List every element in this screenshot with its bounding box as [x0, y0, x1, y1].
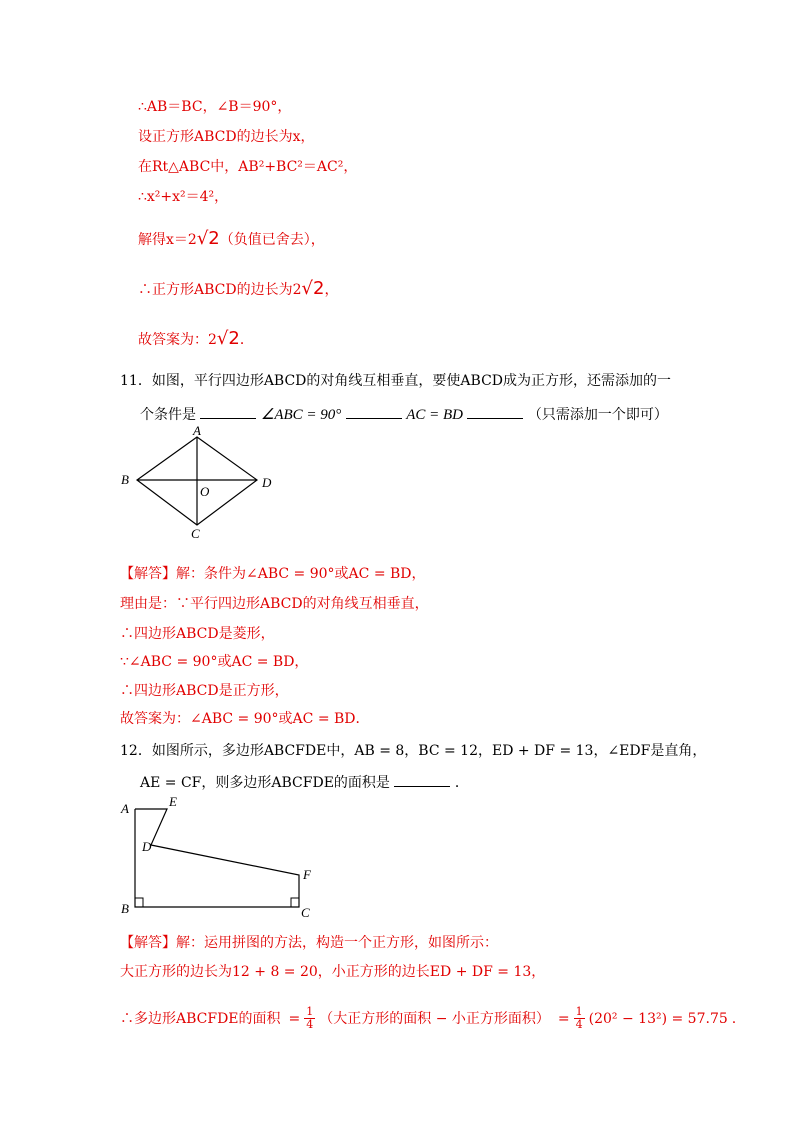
solution-tag: 【解答】 — [120, 935, 176, 951]
q11-solution-line-3: ∴四边形ABCD是菱形， — [120, 626, 275, 642]
q12-solution-line-2: 大正方形的边长为12 + 8 = 20，小正方形的边长ED + DF = 13， — [120, 964, 546, 980]
sqrt-symbol: √2 — [216, 328, 240, 349]
right-angle-b — [135, 898, 143, 907]
label-d: D — [142, 839, 152, 854]
right-angle-c — [291, 898, 299, 907]
label-c: C — [191, 526, 200, 541]
solution-line-2: 设正方形ABCD的边长为x， — [138, 129, 315, 145]
fraction-one-quarter-2: $\frac{1}{4}$ — [575, 1005, 583, 1031]
label-e: E — [169, 795, 177, 809]
q12-blank — [394, 772, 450, 787]
solution-line-5: 解得x＝2√2（负值已舍去）， — [138, 228, 325, 249]
q11-solution-line-2: 理由是：∵平行四边形ABCD的对角线互相垂直， — [120, 596, 429, 612]
sqrt-symbol: √2 — [301, 278, 325, 299]
q12-polygon-figure — [115, 795, 325, 920]
label-b: B — [121, 901, 129, 916]
solution-line-4: ∴x²+x²＝4²， — [138, 189, 229, 205]
label-a: A — [121, 801, 129, 816]
q11-blank-2 — [346, 404, 402, 419]
label-c: C — [301, 905, 310, 920]
q12-stem-line-1: 12．如图所示，多边形ABCFDE中，AB = 8，BC = 12，ED + DF = 13，∠EDF是直角， — [120, 743, 707, 759]
fraction-expression-1: = $\frac{1}{4}$ — [288, 1005, 314, 1031]
q12-solution-line-3: ∴多边形ABCFDE的面积 = $\frac{1}{4}$ （大正方形的面积 − 小正方形面积） = $\frac{1}{4}$ (20² − 13²) = 57.75 . — [120, 1005, 737, 1031]
label-b: B — [121, 472, 129, 487]
q11-solution-line-5: ∴四边形ABCD是正方形， — [120, 683, 289, 699]
fraction-one-quarter: $\frac{1}{4}$ — [306, 1005, 314, 1031]
q11-solution-line-4: ∵∠ABC = 90°或AC = BD， — [120, 654, 309, 670]
q11-answer-1: ∠ABC = 90° — [260, 407, 342, 423]
sqrt-symbol: √2 — [196, 228, 220, 249]
label-f: F — [303, 867, 311, 882]
q11-answer-2: AC = BD — [406, 407, 464, 423]
polygon-outline — [135, 809, 299, 907]
solution-line-7: 故答案为：2√2． — [138, 328, 254, 349]
solution-tag: 【解答】 — [120, 566, 176, 582]
label-o: O — [200, 484, 210, 499]
solution-line-3: 在Rt△ABC中，AB²+BC²＝AC²， — [138, 159, 358, 175]
q12-solution-line-1: 【解答】解：运用拼图的方法，构造一个正方形，如图所示： — [120, 935, 498, 951]
q11-solution-line-1: 【解答】解：条件为∠ABC = 90°或AC = BD， — [120, 566, 426, 582]
label-d: D — [262, 475, 272, 490]
label-a: A — [193, 425, 201, 438]
q11-blank-3 — [467, 404, 523, 419]
q11-solution-line-6: 故答案为：∠ABC = 90°或AC = BD． — [120, 711, 370, 727]
solution-line-1: ∴AB＝BC，∠B＝90°， — [138, 99, 292, 115]
q12-stem-line-2: AE = CF，则多边形ABCFDE的面积是 ． — [140, 772, 469, 792]
fraction-expression-2: = $\frac{1}{4}$ (20² − 13²) = 57.75 — [557, 1005, 728, 1031]
q11-stem-line-2: 个条件是 ∠ABC = 90° AC = BD （只需添加一个即可） — [140, 404, 668, 424]
q11-stem-line-1: 11．如图，平行四边形ABCD的对角线互相垂直，要使ABCD成为正方形，还需添加的一 — [120, 373, 672, 389]
q11-rhombus-figure — [115, 425, 295, 550]
solution-line-6: ∴正方形ABCD的边长为2√2， — [138, 278, 339, 299]
q11-blank-1 — [200, 404, 256, 419]
